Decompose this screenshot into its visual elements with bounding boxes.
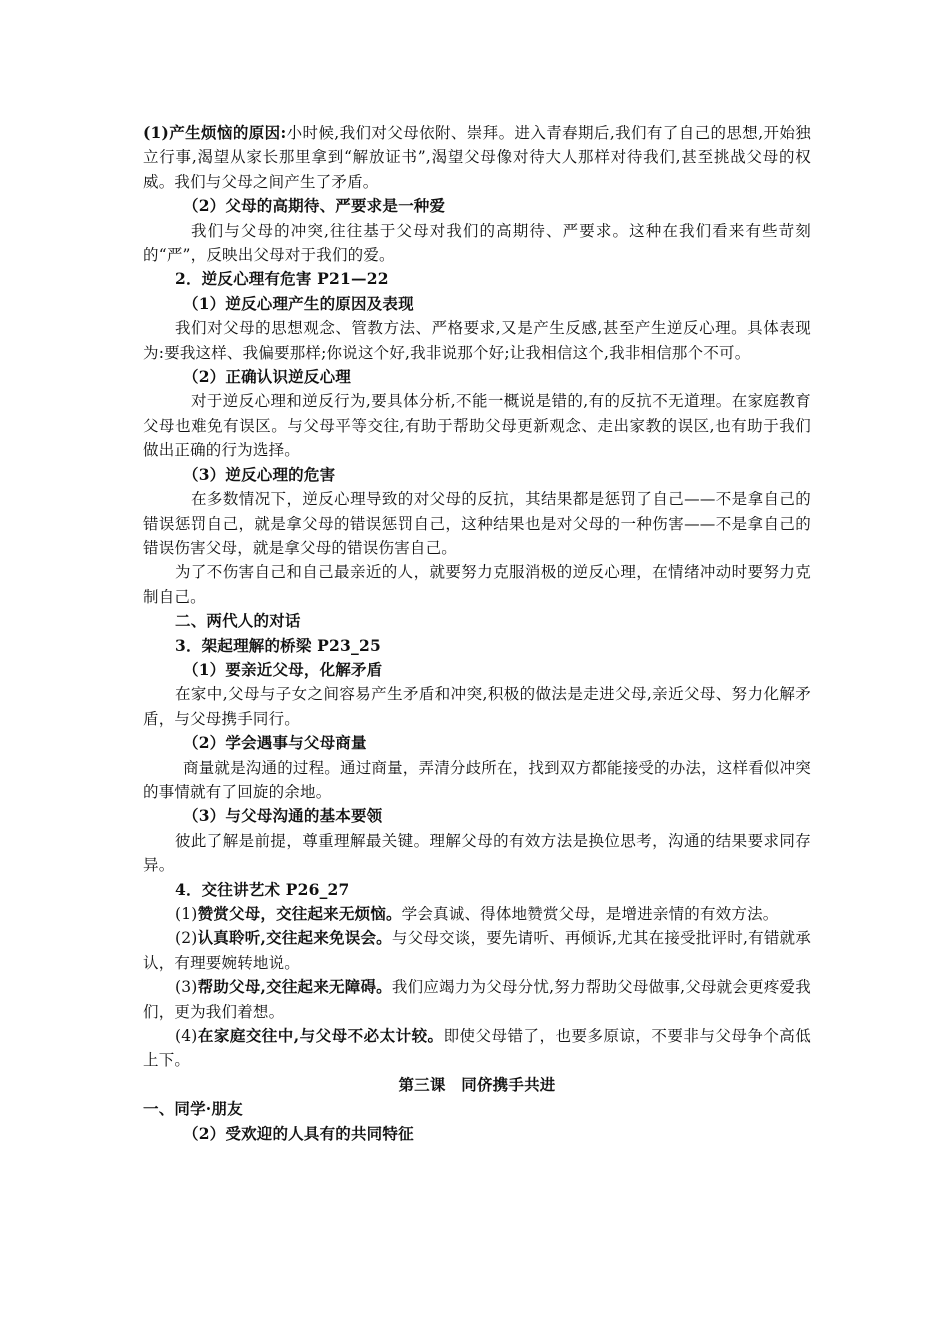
paragraph-communication-essentials: 彼此了解是前提，尊重理解最关键。理解父母的有效方法是换位思考，沟通的结果要求同存异。 <box>143 831 811 875</box>
heading-get-close-to-parents: （1）要亲近父母，化解矛盾 <box>183 659 383 679</box>
body-listen-carefully: 与父母交谈，要先请听、再倾诉,尤其在接受批评时,有错就承认，有理要婉转地说。 <box>143 929 811 972</box>
heading-bridge-of-understanding: 3．架起理解的桥梁 P23_25 <box>175 635 381 655</box>
heading-rebellious-psychology: 2．逆反心理有危害 P21—22 <box>175 269 389 289</box>
paragraph-correct-understanding: 对于逆反心理和逆反行为,要具体分析,不能一概说是错的,有的反抗不无道理。在家庭教育父母也难免有误区。与父母平等交往,有助于帮助父母更新观念、走出家教的误区,也有助于我们做出正确的行为选择。 <box>143 392 811 460</box>
paragraph-help-parents <box>143 975 811 1024</box>
heading-art-of-interaction: 4．交往讲艺术 P26_27 <box>175 879 350 899</box>
heading-rebellious-harm: （3）逆反心理的危害 <box>183 464 336 484</box>
item-number-4: (4) <box>175 1027 198 1046</box>
lead-help-parents: 帮助父母,交往起来无障碍。 <box>197 977 392 997</box>
heading-consult-parents: （2）学会遇事与父母商量 <box>183 733 367 753</box>
heading-two-generations: 二、两代人的对话 <box>175 611 301 631</box>
heading-rebellious-causes: （1）逆反心理产生的原因及表现 <box>183 293 414 313</box>
lead-dont-argue: 在家庭交往中,与父母不必太计较。 <box>197 1026 444 1046</box>
paragraph-dont-argue <box>143 1024 811 1073</box>
body-causes-of-trouble: 小时候,我们对父母依附、崇拜。进入青春期后,我们有了自己的思想,开始独立行事,渴望从家长那里拿到“解放证书”,渴望父母像对待大人那样对待我们,甚至挑战父母的权威。我们与父母之间产生了矛盾。 <box>143 124 811 191</box>
body-help-parents: 我们应竭力为父母分忧,努力帮助父母做事,父母就会更疼爱我们，更为我们着想。 <box>143 978 811 1021</box>
paragraph-high-expectations: 我们与父母的冲突,往往基于父母对我们的高期待、严要求。这种在我们看来有些苛刻的“严”，反映出父母对于我们的爱。 <box>143 221 811 265</box>
lead-praise-parents: 赞赏父母，交往起来无烦恼。 <box>197 904 402 923</box>
paragraph-rebellious-harm: 在多数情况下，逆反心理导致的对父母的反抗，其结果都是惩罚了自己——不是拿自己的错误惩罚自己，就是拿父母的错误惩罚自己，这种结果也是对父母的一种伤害——不是拿自己的错误伤害父母，就是拿父母的错误伤害自己。 <box>143 490 811 557</box>
paragraph-causes-of-trouble <box>143 121 811 194</box>
body-dont-argue: 即使父母错了，也要多原谅，不要非与父母争个高低上下。 <box>143 1027 811 1070</box>
document-page <box>143 121 811 1146</box>
heading-communication-essentials: （3）与父母沟通的基本要领 <box>183 806 383 826</box>
item-number-1: (1) <box>175 905 198 923</box>
heading-high-expectations: （2）父母的高期待、严要求是一种爱 <box>183 196 446 216</box>
paragraph-get-close-to-parents: 在家中,父母与子女之间容易产生矛盾和冲突,积极的做法是走进父母,亲近父母、努力化解矛盾，与父母携手同行。 <box>143 685 811 728</box>
item-number-3: (3) <box>175 978 198 997</box>
paragraph-overcome-rebellion: 为了不伤害自己和自己最亲近的人，就要努力克服消极的逆反心理，在情绪冲动时要努力克制自己。 <box>143 563 811 606</box>
paragraph-consult-parents: 商量就是沟通的过程。通过商量，弄清分歧所在，找到双方都能接受的办法，这样看似冲突的事情就有了回旋的余地。 <box>143 758 812 801</box>
lesson-title: 第三课 同侪携手共进 <box>398 1074 556 1094</box>
paragraph-praise-parents <box>143 902 811 926</box>
lead-causes-of-trouble: (1)产生烦恼的原因: <box>143 123 287 142</box>
heading-popular-traits: （2）受欢迎的人具有的共同特征 <box>183 1123 414 1143</box>
paragraph-rebellious-causes: 我们对父母的思想观念、管教方法、严格要求,又是产生反感,甚至产生逆反心理。具体表现为:要我这样、我偏要那样;你说这个好,我非说那个好;让我相信这个,我非相信那个不可。 <box>143 319 811 362</box>
heading-classmates-friends: 一、同学·朋友 <box>143 1099 243 1119</box>
lead-listen-carefully: 认真聆听,交往起来免误会。 <box>197 928 392 948</box>
paragraph-listen-carefully <box>143 926 811 975</box>
heading-correct-understanding: （2）正确认识逆反心理 <box>183 367 351 387</box>
body-praise-parents: 学会真诚、得体地赞赏父母，是增进亲情的有效方法。 <box>401 905 779 923</box>
item-number-2: (2) <box>175 929 198 948</box>
